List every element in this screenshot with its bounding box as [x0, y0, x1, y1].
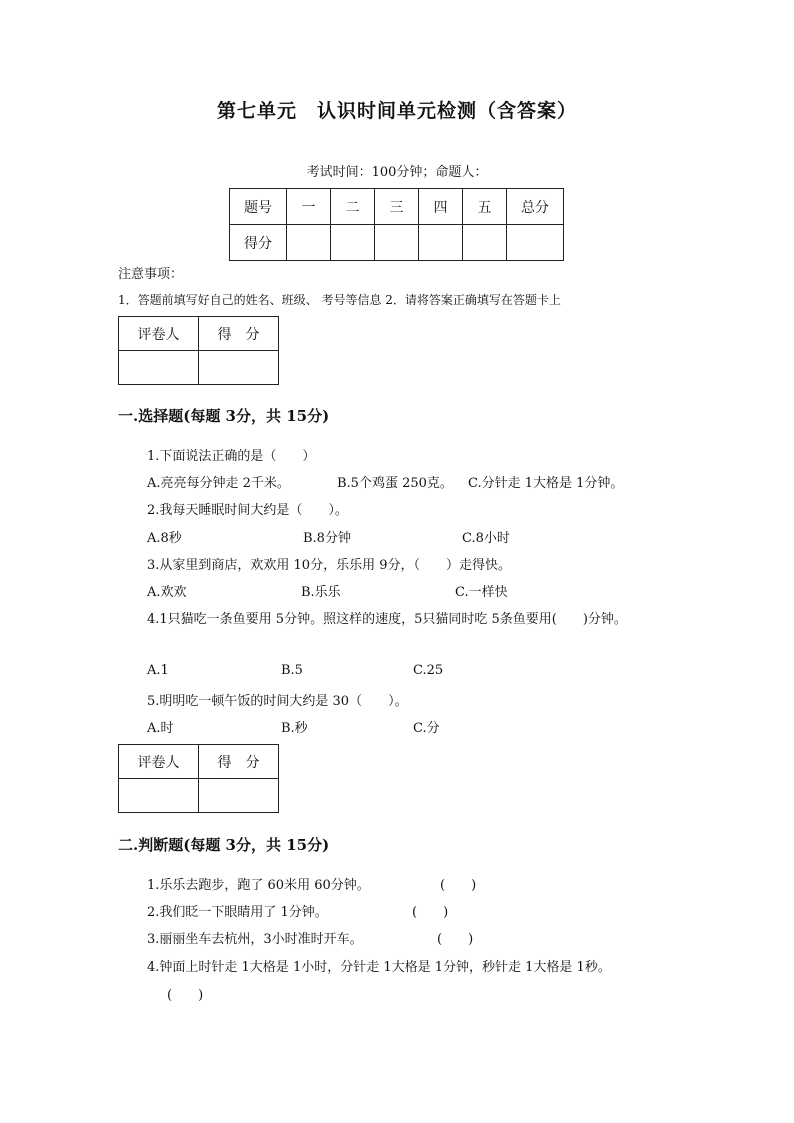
notes-heading: 注意事项：: [118, 267, 184, 282]
question-text: 4.钟面上时针走 1大格是 1小时，分针走 1大格是 1分钟，秒针走 1大格是 1秒。: [147, 960, 611, 975]
question-option: C.分: [413, 721, 440, 736]
grader-box: [118, 744, 279, 813]
score-cell: [419, 225, 463, 261]
question-text: 3.丽丽坐车去杭州，3小时准时开车。: [147, 932, 363, 947]
score-cell: [287, 225, 331, 261]
grader-score-label: 得 分: [199, 317, 279, 351]
question-text: 2.我们眨一下眼睛用了 1分钟。: [147, 905, 328, 920]
grader-cell: [199, 779, 279, 813]
score-table-header: 一: [287, 189, 331, 225]
question-option: A.亮亮每分钟走 2千米。: [147, 476, 290, 491]
question-option: B.5: [281, 663, 303, 678]
grader-label: 评卷人: [119, 317, 199, 351]
section-2-title: 二.判断题(每题 3分，共 15分): [118, 836, 330, 854]
grader-score-label: 得 分: [199, 745, 279, 779]
score-table-header: 二: [331, 189, 375, 225]
question-text: 3.从家里到商店，欢欢用 10分，乐乐用 9分，（ ）走得快。: [147, 558, 511, 573]
score-table-header: 四: [419, 189, 463, 225]
question-option: C.25: [413, 663, 444, 678]
grader-cell: [199, 351, 279, 385]
question-option: B.秒: [281, 721, 308, 736]
page-title: 第七单元 认识时间单元检测（含答案）: [216, 100, 577, 122]
question-option: B.8分钟: [303, 531, 351, 546]
question-option: A.1: [147, 663, 169, 678]
notes-line: 1．答题前填写好自己的姓名、班级、 考号等信息 2．请将答案正确填写在答题卡上: [118, 293, 561, 307]
question-text: 1.下面说法正确的是（ ）: [147, 449, 316, 464]
grader-box: [118, 316, 279, 385]
question-text: 2.我每天睡眠时间大约是（ ）。: [147, 503, 348, 518]
exam-info: 考试时间：100分钟；命题人：: [306, 165, 488, 180]
question-option: A.时: [147, 721, 174, 736]
score-cell: [331, 225, 375, 261]
score-cell: [375, 225, 419, 261]
score-table-header: 五: [463, 189, 507, 225]
question-option: A.欢欢: [147, 585, 187, 600]
answer-blank: ( ): [412, 905, 449, 920]
question-text: 4.1只猫吃一条鱼要用 5分钟。照这样的速度，5只猫同时吃 5条鱼要用( )分钟。: [147, 612, 627, 627]
question-option: B.5个鸡蛋 250克。: [337, 476, 453, 491]
question-option: A.8秒: [147, 531, 182, 546]
score-table-score-row: [230, 225, 564, 261]
grader-label: 评卷人: [119, 745, 199, 779]
score-table-header-row: [230, 189, 564, 225]
score-table-header: 总分: [507, 189, 564, 225]
question-text: 5.明明吃一顿午饭的时间大约是 30（ ）。: [147, 694, 408, 709]
answer-blank: ( ): [167, 988, 204, 1003]
question-text: 1.乐乐去跑步，跑了 60米用 60分钟。: [147, 878, 370, 893]
score-table: [229, 188, 564, 261]
answer-blank: ( ): [437, 932, 474, 947]
question-option: B.乐乐: [301, 585, 341, 600]
grader-cell: [119, 779, 199, 813]
question-option: C.一样快: [455, 585, 508, 600]
grader-cell: [119, 351, 199, 385]
score-table-row-label: 得分: [230, 225, 287, 261]
score-cell: [463, 225, 507, 261]
score-cell: [507, 225, 564, 261]
question-option: C.分针走 1大格是 1分钟。: [468, 476, 624, 491]
score-table-header: 题号: [230, 189, 287, 225]
section-1-title: 一.选择题(每题 3分，共 15分): [118, 407, 330, 425]
question-option: C.8小时: [462, 531, 510, 546]
answer-blank: ( ): [440, 878, 477, 893]
score-table-header: 三: [375, 189, 419, 225]
